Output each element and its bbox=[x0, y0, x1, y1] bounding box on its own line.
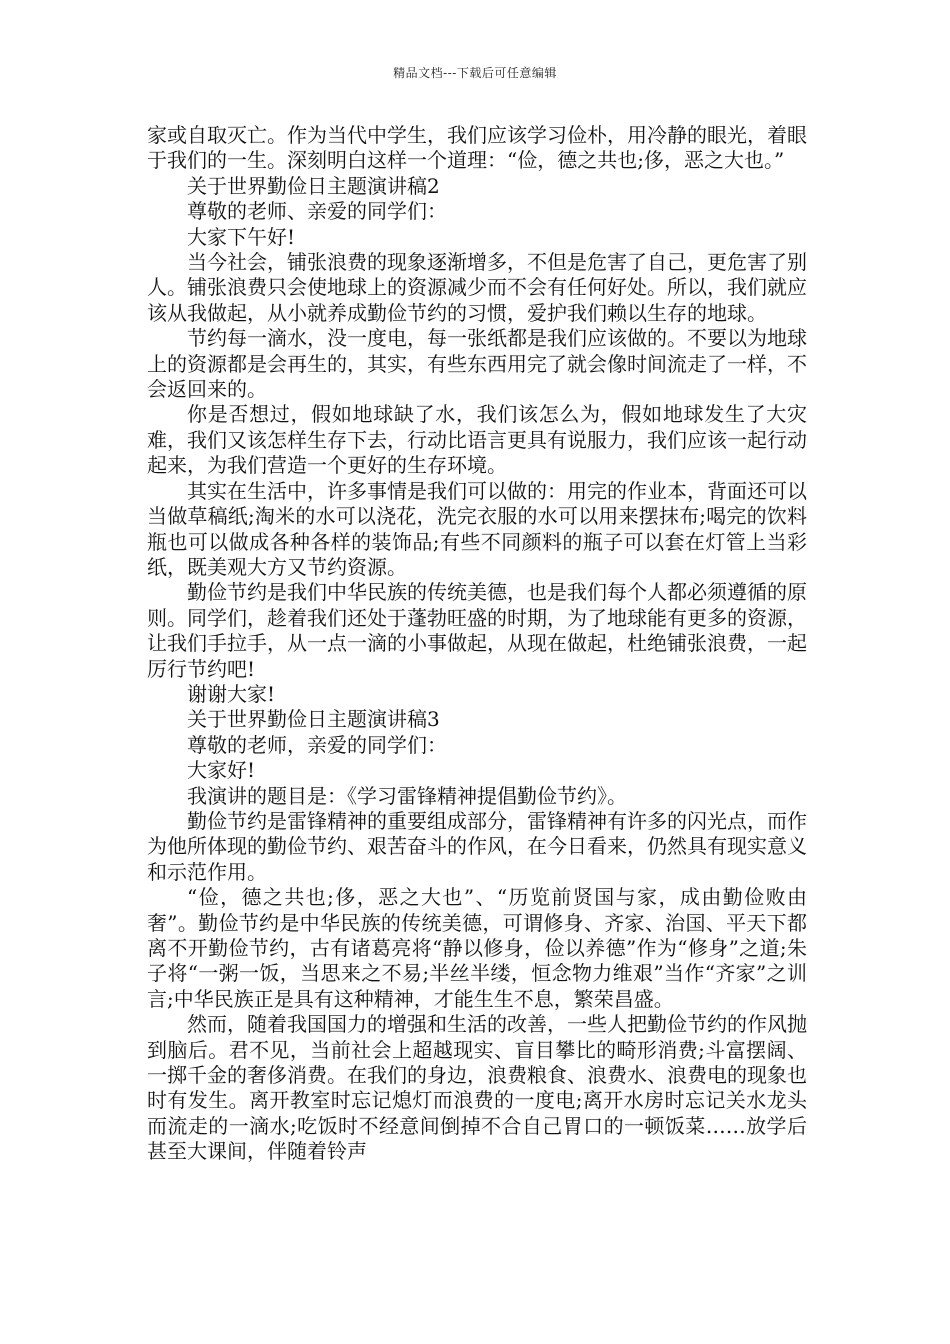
closing: 谢谢大家! bbox=[187, 681, 276, 706]
page-header: 精品文档---下载后可任意编辑 bbox=[393, 66, 557, 80]
paragraph: 其实在生活中，许多事情是我们可以做的：用完的作业本，背面还可以当做草稿纸;淘米的水可以浇花，洗完衣服的水可以用来摆抹布;喝完的饮料瓶也可以做成各种各样的装饰品;有些不同颜料的瓶子可以套在灯管上当彩纸，既美观大方又节约资源。 bbox=[147, 478, 807, 579]
section-title: 关于世界勤俭日主题演讲稿2 bbox=[187, 173, 440, 198]
greeting: 大家下午好! bbox=[187, 224, 296, 249]
paragraph: 勤俭节约是我们中华民族的传统美德，也是我们每个人都必须遵循的原则。同学们，趁着我们还处于蓬勃旺盛的时期，为了地球能有更多的资源，让我们手拉手，从一点一滴的小事做起，从现在做起，杜绝铺张浪费，一起厉行节约吧! bbox=[147, 580, 807, 681]
paragraph: 勤俭节约是雷锋精神的重要组成部分，雷锋精神有许多的闪光点，而作为他所体现的勤俭节约、艰苦奋斗的作风，在今日看来，仍然具有现实意义和示范作用。 bbox=[147, 808, 807, 884]
section-title: 关于世界勤俭日主题演讲稿3 bbox=[187, 707, 440, 732]
greeting: 大家好! bbox=[187, 758, 256, 783]
document-body bbox=[147, 123, 807, 1165]
speech-topic: 我演讲的题目是：《学习雷锋精神提倡勤俭节约》。 bbox=[187, 783, 627, 808]
paragraph: 你是否想过，假如地球缺了水，我们该怎么为，假如地球发生了大灾难，我们又该怎样生存下去，行动比语言更具有说服力，我们应该一起行动起来，为我们营造一个更好的生存环境。 bbox=[147, 402, 807, 478]
paragraph: 家或自取灭亡。作为当代中学生，我们应该学习俭朴，用冷静的眼光，着眼于我们的一生。深刻明白这样一个道理：“俭，德之共也;侈，恶之大也。” bbox=[147, 123, 807, 173]
paragraph: 然而，随着我国国力的增强和生活的改善，一些人把勤俭节约的作风抛到脑后。君不见，当前社会上超越现实、盲目攀比的畸形消费;斗富摆阔、一掷千金的奢侈消费。在我们的身边，浪费粮食、浪费水、浪费电的现象也时有发生。离开教室时忘记熄灯而浪费的一度电;离开水房时忘记关水龙头而流走的一滴水;吃饭时不经意间倒掉不合自己胃口的一顿饭菜……放学后甚至大课间，伴随着铃声 bbox=[147, 1012, 807, 1164]
paragraph: “俭，德之共也;侈，恶之大也”、“历览前贤国与家，成由勤俭败由奢”。勤俭节约是中华民族的传统美德，可谓修身、齐家、治国、平天下都离不开勤俭节约，古有诸葛亮将“静以修身，俭以养德”作为“修身”之道;朱子将“一粥一饭，当思来之不易;半丝半缕，恒念物力维艰”当作“齐家”之训言;中华民族正是具有这种精神，才能生生不息，繁荣昌盛。 bbox=[147, 885, 807, 1011]
paragraph: 当今社会，铺张浪费的现象逐渐增多，不但是危害了自己，更危害了别人。铺张浪费只会使地球上的资源减少而不会有任何好处。所以，我们就应该从我做起，从小就养成勤俭节约的习惯，爱护我们赖以生存的地球。 bbox=[147, 250, 807, 325]
salutation: 尊敬的老师，亲爱的同学们： bbox=[187, 732, 447, 757]
paragraph: 节约每一滴水，没一度电，每一张纸都是我们应该做的。不要以为地球上的资源都是会再生的，其实，有些东西用完了就会像时间流走了一样，不会返回来的。 bbox=[147, 326, 807, 402]
salutation: 尊敬的老师、亲爱的同学们： bbox=[187, 199, 447, 224]
